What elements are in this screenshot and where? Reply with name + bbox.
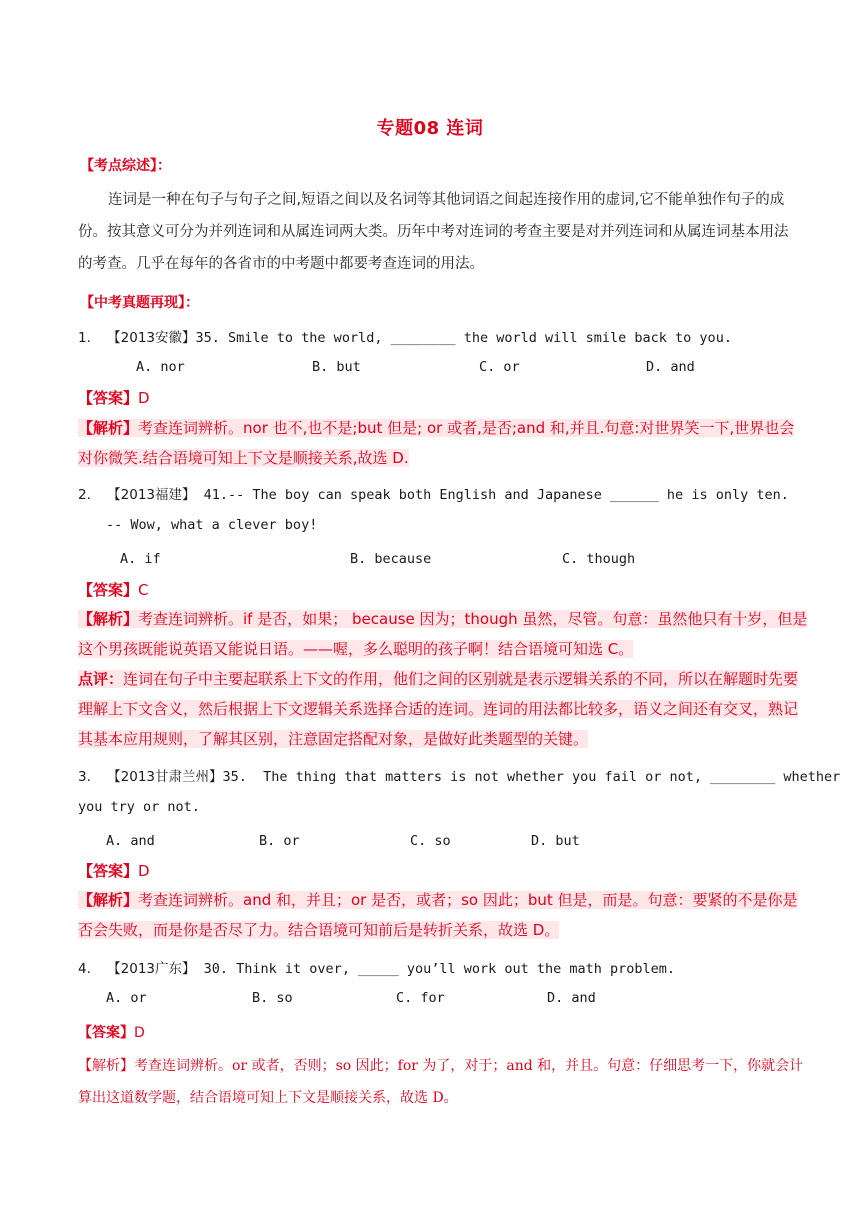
explanation-text: 考查连词辨析。and 和，并且；or 是否，或者；so 因此；but 但是，而是。句意：要紧的不是你是否会失败，而是你是否尽了力。结合语境可知前后是转折关系，故选 D。 <box>78 891 798 939</box>
option-d: D. but <box>531 833 580 849</box>
question-source: 【2013安徽】 <box>107 330 196 346</box>
option-c: C. so <box>410 833 451 849</box>
question-stem: 35. The thing that matters is not whether you fail or not, ________ whether <box>222 769 841 785</box>
option-a: A. and <box>106 833 155 849</box>
answer-3 <box>78 860 150 881</box>
question-number: 4. <box>78 961 91 977</box>
option-b: B. so <box>252 990 293 1006</box>
explanation-3 <box>78 885 808 945</box>
explanation-text: 考查连词辨析。or 或者，否则；so 因此；for 为了，对于；and 和，并且。句意：仔细思考一下，你就会计算出这道数学题，结合语境可知上下文是顺接关系，故选 D。 <box>78 1058 804 1106</box>
explanation-2 <box>78 604 808 664</box>
comment-label: 点评： <box>78 670 124 688</box>
question-1 <box>78 326 732 346</box>
question-stem: 41.-- The boy can speak both English and Japanese ______ he is only ten. <box>203 487 789 503</box>
question-source: 【2013广东】 <box>107 961 196 977</box>
comment-text: 连词在句子中主要起联系上下文的作用，他们之间的区别就是表示逻辑关系的不同，所以在解题时先要理解上下文含义，然后根据上下文逻辑关系选择合适的连词。连词的用法都比较多，语义之间还有交叉，熟记其基本应用规则，了解其区别，注意固定搭配对象，是做好此类题型的关键。 <box>78 670 799 748</box>
explanation-4 <box>78 1050 808 1114</box>
question-3-continued: you try or not. <box>78 799 200 815</box>
option-c: C. for <box>396 990 445 1006</box>
option-d: D. and <box>547 990 596 1006</box>
question-number: 1. <box>78 330 91 346</box>
page-title: 专题08 连词 <box>376 118 484 139</box>
option-a: A. if <box>120 551 161 567</box>
explanation-label: 【解析】 <box>78 610 139 628</box>
answer-value: D <box>134 1025 145 1041</box>
explanation-label: 【解析】 <box>78 419 139 437</box>
option-a: A. or <box>106 990 147 1006</box>
answer-label: 【答案】 <box>78 581 139 599</box>
exam-tag: 【中考真题再现】： <box>80 295 199 311</box>
option-b: B. but <box>312 359 361 375</box>
overview-tag: 【考点综述】： <box>80 158 171 174</box>
answer-2 <box>78 579 149 600</box>
question-2 <box>78 483 789 503</box>
explanation-label: 【解析】 <box>78 1058 134 1074</box>
option-a: A. nor <box>136 359 185 375</box>
explanation-text: 考查连词辨析。if 是否，如果； because 因为；though 虽然，尽管。句意：虽然他只有十岁，但是这个男孩既能说英语又能说日语。——喔，多么聪明的孩子啊！结合语境可知选 C。 <box>78 610 808 658</box>
question-number: 2. <box>78 487 91 503</box>
option-c: C. or <box>479 359 520 375</box>
option-d: D. and <box>646 359 695 375</box>
answer-value: C <box>138 581 149 599</box>
answer-label: 【答案】 <box>78 389 139 407</box>
option-b: B. because <box>350 551 432 567</box>
answer-4 <box>78 1022 145 1042</box>
explanation-label: 【解析】 <box>78 891 139 909</box>
answer-label: 【答案】 <box>78 1025 134 1041</box>
answer-value: D <box>138 389 150 407</box>
question-stem: 35. Smile to the world, ________ the world will smile back to you. <box>195 330 732 346</box>
question-4 <box>78 957 675 977</box>
overview-paragraph <box>78 184 792 280</box>
answer-1 <box>78 387 150 408</box>
overview-text: 连词是一种在句子与句子之间,短语之间以及名词等其他词语之间起连接作用的虚词,它不能单独作句子的成份。按其意义可分为并列连词和从属连词两大类。历年中考对连词的考查主要是对并列连词和从属连词基本用法的考查。几乎在每年的各省市的中考题中都要考查连词的用法。 <box>78 192 789 272</box>
explanation-text: 考查连词辨析。nor 也不,也不是;but 但是; or 或者,是否;and 和,并且.句意:对世界笑一下,世界也会对你微笑.结合语境可知上下文是顺接关系,故选 D. <box>78 419 795 467</box>
answer-value: D <box>138 862 150 880</box>
option-b: B. or <box>259 833 300 849</box>
option-c: C. though <box>562 551 636 567</box>
answer-label: 【答案】 <box>78 862 139 880</box>
comment-2 <box>78 664 808 754</box>
question-number: 3. <box>78 769 91 785</box>
question-2-reply: -- Wow, what a clever boy! <box>106 517 318 533</box>
question-3 <box>78 765 840 785</box>
question-source: 【2013甘肃兰州】 <box>107 769 223 785</box>
question-stem: 30. Think it over, _____ you’ll work out the math problem. <box>195 961 676 977</box>
explanation-1 <box>78 413 808 473</box>
question-source: 【2013福建】 <box>107 487 196 503</box>
